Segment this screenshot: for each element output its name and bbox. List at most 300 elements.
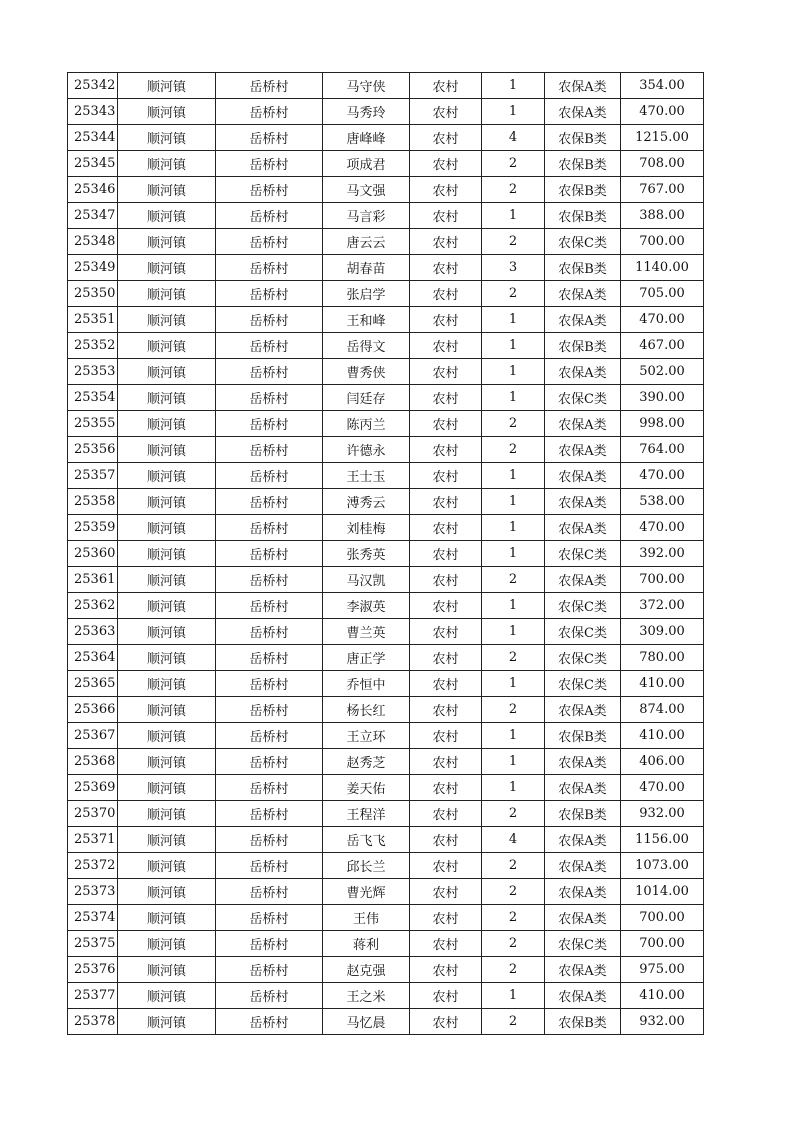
insurance-type-cell: 农保C类 [545, 385, 621, 411]
table-row [68, 99, 704, 125]
village-cell: 岳桥村 [216, 125, 323, 151]
table-row [68, 229, 704, 255]
village-cell: 岳桥村 [216, 281, 323, 307]
household-size-cell: 1 [482, 515, 545, 541]
record-id: 25360 [68, 541, 118, 567]
table-row [68, 619, 704, 645]
record-id: 25352 [68, 333, 118, 359]
table-row [68, 905, 704, 931]
insurance-type-cell: 农保A类 [545, 853, 621, 879]
household-size-cell: 2 [482, 801, 545, 827]
table-row [68, 411, 704, 437]
insurance-type-cell: 农保A类 [545, 359, 621, 385]
category-cell: 农村 [410, 203, 482, 229]
amount-cell: 390.00 [621, 385, 704, 411]
insurance-type-cell: 农保A类 [545, 489, 621, 515]
village-cell: 岳桥村 [216, 307, 323, 333]
insurance-type-cell: 农保B类 [545, 1009, 621, 1035]
town-cell: 顺河镇 [118, 723, 216, 749]
name-cell: 张秀英 [323, 541, 410, 567]
town-cell: 顺河镇 [118, 307, 216, 333]
table-row [68, 489, 704, 515]
town-cell: 顺河镇 [118, 359, 216, 385]
insurance-type-cell: 农保C类 [545, 593, 621, 619]
record-id: 25351 [68, 307, 118, 333]
town-cell: 顺河镇 [118, 229, 216, 255]
category-cell: 农村 [410, 697, 482, 723]
insurance-type-cell: 农保B类 [545, 151, 621, 177]
town-cell: 顺河镇 [118, 801, 216, 827]
record-id: 25343 [68, 99, 118, 125]
household-size-cell: 1 [482, 73, 545, 99]
insurance-type-cell: 农保A类 [545, 73, 621, 99]
name-cell: 王程洋 [323, 801, 410, 827]
record-id: 25350 [68, 281, 118, 307]
insurance-type-cell: 农保B类 [545, 125, 621, 151]
village-cell: 岳桥村 [216, 203, 323, 229]
record-id: 25349 [68, 255, 118, 281]
record-id: 25344 [68, 125, 118, 151]
name-cell: 王之米 [323, 983, 410, 1009]
table-row [68, 463, 704, 489]
amount-cell: 410.00 [621, 723, 704, 749]
name-cell: 马文强 [323, 177, 410, 203]
household-size-cell: 1 [482, 203, 545, 229]
name-cell: 杨长红 [323, 697, 410, 723]
category-cell: 农村 [410, 255, 482, 281]
household-size-cell: 4 [482, 125, 545, 151]
household-size-cell: 4 [482, 827, 545, 853]
household-size-cell: 2 [482, 411, 545, 437]
household-size-cell: 1 [482, 749, 545, 775]
town-cell: 顺河镇 [118, 983, 216, 1009]
village-cell: 岳桥村 [216, 359, 323, 385]
name-cell: 马汉凯 [323, 567, 410, 593]
category-cell: 农村 [410, 645, 482, 671]
household-size-cell: 1 [482, 983, 545, 1009]
household-size-cell: 2 [482, 697, 545, 723]
household-size-cell: 1 [482, 619, 545, 645]
amount-cell: 700.00 [621, 229, 704, 255]
category-cell: 农村 [410, 437, 482, 463]
town-cell: 顺河镇 [118, 957, 216, 983]
name-cell: 王立环 [323, 723, 410, 749]
record-id: 25347 [68, 203, 118, 229]
household-size-cell: 3 [482, 255, 545, 281]
record-id: 25356 [68, 437, 118, 463]
town-cell: 顺河镇 [118, 749, 216, 775]
town-cell: 顺河镇 [118, 385, 216, 411]
insurance-type-cell: 农保B类 [545, 203, 621, 229]
category-cell: 农村 [410, 593, 482, 619]
table-row [68, 879, 704, 905]
insurance-type-cell: 农保A类 [545, 983, 621, 1009]
record-id: 25373 [68, 879, 118, 905]
town-cell: 顺河镇 [118, 203, 216, 229]
town-cell: 顺河镇 [118, 73, 216, 99]
village-cell: 岳桥村 [216, 775, 323, 801]
name-cell: 陈丙兰 [323, 411, 410, 437]
table-row [68, 957, 704, 983]
town-cell: 顺河镇 [118, 125, 216, 151]
table-row [68, 723, 704, 749]
table-row [68, 255, 704, 281]
household-size-cell: 2 [482, 931, 545, 957]
amount-cell: 705.00 [621, 281, 704, 307]
town-cell: 顺河镇 [118, 1009, 216, 1035]
name-cell: 闫廷存 [323, 385, 410, 411]
name-cell: 唐正学 [323, 645, 410, 671]
town-cell: 顺河镇 [118, 99, 216, 125]
record-id: 25369 [68, 775, 118, 801]
category-cell: 农村 [410, 73, 482, 99]
name-cell: 邱长兰 [323, 853, 410, 879]
insurance-type-cell: 农保A类 [545, 463, 621, 489]
amount-cell: 470.00 [621, 463, 704, 489]
town-cell: 顺河镇 [118, 567, 216, 593]
category-cell: 农村 [410, 879, 482, 905]
household-size-cell: 1 [482, 489, 545, 515]
category-cell: 农村 [410, 983, 482, 1009]
insurance-type-cell: 农保B类 [545, 801, 621, 827]
amount-cell: 1073.00 [621, 853, 704, 879]
name-cell: 赵克强 [323, 957, 410, 983]
village-cell: 岳桥村 [216, 671, 323, 697]
name-cell: 曹光辉 [323, 879, 410, 905]
amount-cell: 470.00 [621, 515, 704, 541]
record-id: 25345 [68, 151, 118, 177]
amount-cell: 392.00 [621, 541, 704, 567]
household-size-cell: 1 [482, 359, 545, 385]
table-row [68, 671, 704, 697]
record-id: 25355 [68, 411, 118, 437]
amount-cell: 410.00 [621, 983, 704, 1009]
town-cell: 顺河镇 [118, 255, 216, 281]
record-id: 25353 [68, 359, 118, 385]
category-cell: 农村 [410, 905, 482, 931]
amount-cell: 780.00 [621, 645, 704, 671]
town-cell: 顺河镇 [118, 541, 216, 567]
name-cell: 唐云云 [323, 229, 410, 255]
table-row [68, 749, 704, 775]
record-id: 25364 [68, 645, 118, 671]
household-size-cell: 1 [482, 541, 545, 567]
amount-cell: 538.00 [621, 489, 704, 515]
household-size-cell: 2 [482, 853, 545, 879]
category-cell: 农村 [410, 151, 482, 177]
town-cell: 顺河镇 [118, 489, 216, 515]
name-cell: 王和峰 [323, 307, 410, 333]
town-cell: 顺河镇 [118, 671, 216, 697]
amount-cell: 406.00 [621, 749, 704, 775]
village-cell: 岳桥村 [216, 879, 323, 905]
table-row [68, 307, 704, 333]
name-cell: 唐峰峰 [323, 125, 410, 151]
table-row [68, 775, 704, 801]
name-cell: 马秀玲 [323, 99, 410, 125]
insurance-type-cell: 农保C类 [545, 619, 621, 645]
record-id: 25375 [68, 931, 118, 957]
category-cell: 农村 [410, 411, 482, 437]
name-cell: 岳得文 [323, 333, 410, 359]
category-cell: 农村 [410, 359, 482, 385]
household-size-cell: 2 [482, 437, 545, 463]
town-cell: 顺河镇 [118, 853, 216, 879]
insurance-type-cell: 农保A类 [545, 827, 621, 853]
village-cell: 岳桥村 [216, 567, 323, 593]
record-id: 25346 [68, 177, 118, 203]
name-cell: 胡春苗 [323, 255, 410, 281]
table-row [68, 125, 704, 151]
category-cell: 农村 [410, 671, 482, 697]
category-cell: 农村 [410, 723, 482, 749]
village-cell: 岳桥村 [216, 255, 323, 281]
amount-cell: 388.00 [621, 203, 704, 229]
village-cell: 岳桥村 [216, 177, 323, 203]
village-cell: 岳桥村 [216, 827, 323, 853]
household-size-cell: 1 [482, 307, 545, 333]
town-cell: 顺河镇 [118, 775, 216, 801]
village-cell: 岳桥村 [216, 645, 323, 671]
village-cell: 岳桥村 [216, 593, 323, 619]
insurance-type-cell: 农保A类 [545, 879, 621, 905]
amount-cell: 1140.00 [621, 255, 704, 281]
village-cell: 岳桥村 [216, 385, 323, 411]
village-cell: 岳桥村 [216, 515, 323, 541]
table-row [68, 853, 704, 879]
table-row [68, 73, 704, 99]
household-size-cell: 2 [482, 905, 545, 931]
category-cell: 农村 [410, 229, 482, 255]
category-cell: 农村 [410, 775, 482, 801]
category-cell: 农村 [410, 957, 482, 983]
town-cell: 顺河镇 [118, 437, 216, 463]
town-cell: 顺河镇 [118, 827, 216, 853]
record-id: 25357 [68, 463, 118, 489]
record-id: 25366 [68, 697, 118, 723]
town-cell: 顺河镇 [118, 697, 216, 723]
insurance-type-cell: 农保A类 [545, 697, 621, 723]
table-row [68, 541, 704, 567]
household-size-cell: 2 [482, 567, 545, 593]
village-cell: 岳桥村 [216, 931, 323, 957]
category-cell: 农村 [410, 515, 482, 541]
insurance-type-cell: 农保A类 [545, 307, 621, 333]
household-size-cell: 1 [482, 463, 545, 489]
record-id: 25376 [68, 957, 118, 983]
insurance-type-cell: 农保A类 [545, 281, 621, 307]
insurance-type-cell: 农保A类 [545, 567, 621, 593]
record-id: 25367 [68, 723, 118, 749]
table-row [68, 333, 704, 359]
name-cell: 项成君 [323, 151, 410, 177]
amount-cell: 470.00 [621, 99, 704, 125]
table-row [68, 1009, 704, 1035]
name-cell: 乔恒中 [323, 671, 410, 697]
town-cell: 顺河镇 [118, 463, 216, 489]
table-row [68, 203, 704, 229]
village-cell: 岳桥村 [216, 463, 323, 489]
table-row [68, 593, 704, 619]
amount-cell: 767.00 [621, 177, 704, 203]
category-cell: 农村 [410, 749, 482, 775]
village-cell: 岳桥村 [216, 99, 323, 125]
category-cell: 农村 [410, 801, 482, 827]
town-cell: 顺河镇 [118, 281, 216, 307]
amount-cell: 1215.00 [621, 125, 704, 151]
amount-cell: 470.00 [621, 307, 704, 333]
record-id: 25368 [68, 749, 118, 775]
record-id: 25363 [68, 619, 118, 645]
insurance-type-cell: 农保A类 [545, 749, 621, 775]
amount-cell: 1014.00 [621, 879, 704, 905]
insurance-type-cell: 农保B类 [545, 255, 621, 281]
household-size-cell: 2 [482, 281, 545, 307]
insurance-type-cell: 农保C类 [545, 931, 621, 957]
amount-cell: 410.00 [621, 671, 704, 697]
name-cell: 张启学 [323, 281, 410, 307]
town-cell: 顺河镇 [118, 411, 216, 437]
records-table [67, 72, 704, 1035]
table-row [68, 827, 704, 853]
amount-cell: 372.00 [621, 593, 704, 619]
village-cell: 岳桥村 [216, 333, 323, 359]
category-cell: 农村 [410, 827, 482, 853]
insurance-type-cell: 农保A类 [545, 99, 621, 125]
record-id: 25371 [68, 827, 118, 853]
household-size-cell: 2 [482, 1009, 545, 1035]
amount-cell: 932.00 [621, 1009, 704, 1035]
household-size-cell: 1 [482, 385, 545, 411]
name-cell: 曹秀侠 [323, 359, 410, 385]
village-cell: 岳桥村 [216, 489, 323, 515]
record-id: 25365 [68, 671, 118, 697]
table-row [68, 567, 704, 593]
name-cell: 蒋利 [323, 931, 410, 957]
record-id: 25358 [68, 489, 118, 515]
name-cell: 李淑英 [323, 593, 410, 619]
amount-cell: 700.00 [621, 567, 704, 593]
insurance-type-cell: 农保A类 [545, 905, 621, 931]
amount-cell: 708.00 [621, 151, 704, 177]
insurance-type-cell: 农保B类 [545, 333, 621, 359]
table-row [68, 177, 704, 203]
category-cell: 农村 [410, 99, 482, 125]
table-row [68, 385, 704, 411]
village-cell: 岳桥村 [216, 697, 323, 723]
table-row [68, 645, 704, 671]
household-size-cell: 2 [482, 177, 545, 203]
village-cell: 岳桥村 [216, 541, 323, 567]
insurance-type-cell: 农保C类 [545, 229, 621, 255]
household-size-cell: 2 [482, 645, 545, 671]
record-id: 25359 [68, 515, 118, 541]
insurance-type-cell: 农保C类 [545, 645, 621, 671]
village-cell: 岳桥村 [216, 749, 323, 775]
amount-cell: 354.00 [621, 73, 704, 99]
record-id: 25361 [68, 567, 118, 593]
category-cell: 农村 [410, 1009, 482, 1035]
category-cell: 农村 [410, 177, 482, 203]
village-cell: 岳桥村 [216, 437, 323, 463]
insurance-type-cell: 农保A类 [545, 775, 621, 801]
amount-cell: 874.00 [621, 697, 704, 723]
amount-cell: 1156.00 [621, 827, 704, 853]
amount-cell: 470.00 [621, 775, 704, 801]
village-cell: 岳桥村 [216, 151, 323, 177]
category-cell: 农村 [410, 567, 482, 593]
town-cell: 顺河镇 [118, 619, 216, 645]
category-cell: 农村 [410, 333, 482, 359]
town-cell: 顺河镇 [118, 593, 216, 619]
household-size-cell: 1 [482, 333, 545, 359]
insurance-type-cell: 农保C类 [545, 671, 621, 697]
amount-cell: 467.00 [621, 333, 704, 359]
household-size-cell: 1 [482, 723, 545, 749]
household-size-cell: 1 [482, 593, 545, 619]
record-id: 25370 [68, 801, 118, 827]
record-id: 25378 [68, 1009, 118, 1035]
village-cell: 岳桥村 [216, 801, 323, 827]
record-id: 25348 [68, 229, 118, 255]
village-cell: 岳桥村 [216, 411, 323, 437]
category-cell: 农村 [410, 385, 482, 411]
village-cell: 岳桥村 [216, 723, 323, 749]
insurance-type-cell: 农保A类 [545, 515, 621, 541]
table-row [68, 359, 704, 385]
name-cell: 赵秀芝 [323, 749, 410, 775]
table-row [68, 697, 704, 723]
record-id: 25374 [68, 905, 118, 931]
insurance-type-cell: 农保B类 [545, 177, 621, 203]
town-cell: 顺河镇 [118, 333, 216, 359]
household-size-cell: 2 [482, 957, 545, 983]
amount-cell: 700.00 [621, 931, 704, 957]
insurance-type-cell: 农保A类 [545, 437, 621, 463]
household-size-cell: 1 [482, 671, 545, 697]
village-cell: 岳桥村 [216, 853, 323, 879]
name-cell: 岳飞飞 [323, 827, 410, 853]
insurance-type-cell: 农保C类 [545, 541, 621, 567]
town-cell: 顺河镇 [118, 931, 216, 957]
record-id: 25372 [68, 853, 118, 879]
insurance-type-cell: 农保A类 [545, 957, 621, 983]
table-row [68, 983, 704, 1009]
household-size-cell: 2 [482, 229, 545, 255]
household-size-cell: 2 [482, 151, 545, 177]
table-row [68, 931, 704, 957]
village-cell: 岳桥村 [216, 1009, 323, 1035]
household-size-cell: 2 [482, 879, 545, 905]
name-cell: 王伟 [323, 905, 410, 931]
amount-cell: 998.00 [621, 411, 704, 437]
village-cell: 岳桥村 [216, 905, 323, 931]
name-cell: 王士玉 [323, 463, 410, 489]
amount-cell: 764.00 [621, 437, 704, 463]
table-row [68, 151, 704, 177]
name-cell: 姜天佑 [323, 775, 410, 801]
amount-cell: 309.00 [621, 619, 704, 645]
category-cell: 农村 [410, 853, 482, 879]
category-cell: 农村 [410, 463, 482, 489]
category-cell: 农村 [410, 307, 482, 333]
record-id: 25377 [68, 983, 118, 1009]
household-size-cell: 1 [482, 775, 545, 801]
name-cell: 溥秀云 [323, 489, 410, 515]
village-cell: 岳桥村 [216, 957, 323, 983]
name-cell: 马守侠 [323, 73, 410, 99]
village-cell: 岳桥村 [216, 229, 323, 255]
